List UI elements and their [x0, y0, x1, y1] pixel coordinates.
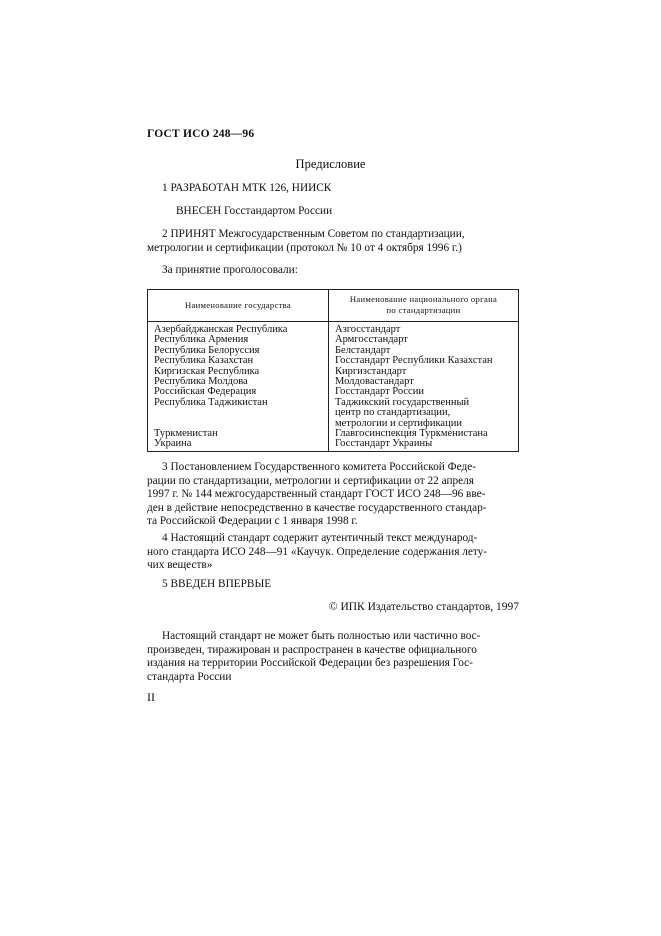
national-body: Азгосстандарт	[335, 324, 401, 335]
state-name: Республика Казахстан	[154, 355, 254, 367]
item-4-line-1: 4 Настоящий стандарт содержит аутентичный текст международ-	[162, 532, 478, 544]
state-name: Республика Белоруссия	[154, 344, 260, 356]
national-body: Госстандарт России	[335, 386, 424, 398]
item-4-line-3: чих веществ»	[147, 559, 213, 572]
col-body-header-line-2: по стандартизации	[386, 305, 461, 315]
national-body: центр по стандартизации,	[335, 407, 451, 419]
state-name: Азербайджанская Республика	[154, 324, 288, 335]
national-body: Таджикский государственный	[335, 396, 470, 408]
item-2-line-2: метрологии и сертификации (протокол № 10 от 4 октября 1996 г.)	[147, 241, 462, 254]
page-title: Предисловие	[295, 157, 366, 171]
item-3-line-3: 1997 г. № 144 межгосударственный стандарт ГОСТ ИСО 248—96 вве-	[147, 488, 486, 501]
item-5-first-introduced: 5 ВВЕДЕН ВПЕРВЫЕ	[162, 578, 272, 590]
col-body-header-line-1: Наименование национального органа	[349, 294, 498, 304]
item-3-line-4: ден в действие непосредственно в качестве государственного стандар-	[147, 501, 487, 514]
reproduction-notice	[147, 630, 519, 684]
item-1-introduced: ВНЕСЕН Госстандартом России	[176, 205, 333, 217]
item-3-line-1: 3 Постановлением Государственного комитета Российской Феде-	[162, 461, 476, 473]
page-number: II	[147, 690, 155, 704]
col-state-header: Наименование государства	[148, 290, 329, 322]
item-4-authentic-text	[147, 532, 519, 573]
national-bodies-cell	[329, 322, 519, 452]
state-name: Республика Таджикистан	[154, 396, 268, 408]
national-body: Белстандарт	[335, 344, 391, 356]
national-body: метрологии и сертификации	[335, 417, 462, 429]
state-name: Украина	[154, 438, 192, 450]
item-2-line-1: 2 ПРИНЯТ Межгосударственным Советом по стандартизации,	[162, 228, 465, 240]
state-name: Туркменистан	[154, 428, 218, 440]
national-body: Госстандарт Республики Казахстан	[335, 355, 493, 367]
state-name-spacer	[154, 408, 322, 418]
notice-line-1: Настоящий стандарт не может быть полностью или частично вос-	[162, 630, 481, 642]
states-table-header	[148, 290, 519, 322]
item-4-line-2: ного стандарта ИСО 248—91 «Каучук. Определение содержания лету-	[147, 545, 488, 558]
state-name: Республика Молдова	[154, 376, 248, 388]
state-names-cell	[148, 322, 329, 452]
national-body: Госстандарт Украины	[335, 438, 433, 450]
item-1-developed: 1 РАЗРАБОТАН МТК 126, НИИСК	[162, 182, 332, 194]
document-code: ГОСТ ИСО 248—96	[147, 128, 255, 140]
state-name: Киргизская Республика	[154, 365, 260, 377]
notice-line-4: стандарта России	[147, 670, 232, 683]
notice-line-2: произведен, тиражирован и распространен в качестве официального	[147, 643, 477, 656]
state-name: Республика Армения	[154, 334, 249, 346]
state-name: Российская Федерация	[154, 386, 257, 398]
col-body-header	[329, 290, 519, 322]
voted-intro: За принятие проголосовали:	[162, 264, 298, 276]
item-3-line-5: та Российской Федерации с 1 января 1998 г.	[147, 515, 358, 528]
copyright-line: © ИПК Издательство стандартов, 1997	[328, 601, 519, 613]
national-body: Молдовастандарт	[335, 376, 414, 388]
item-3-line-2: рации по стандартизации, метрологии и сертификации от 22 апреля	[147, 474, 474, 487]
national-body: Главгосинспекция Туркменистана	[335, 428, 488, 440]
item-2-adopted	[147, 228, 519, 255]
states-table-body	[148, 322, 519, 452]
national-body: Армгосстандарт	[335, 334, 408, 346]
notice-line-3: издания на территории Российской Федерации без разрешения Гос-	[147, 657, 473, 670]
item-3-resolution	[147, 461, 519, 529]
states-table	[147, 289, 519, 452]
national-body: Киргизстандарт	[335, 365, 407, 377]
